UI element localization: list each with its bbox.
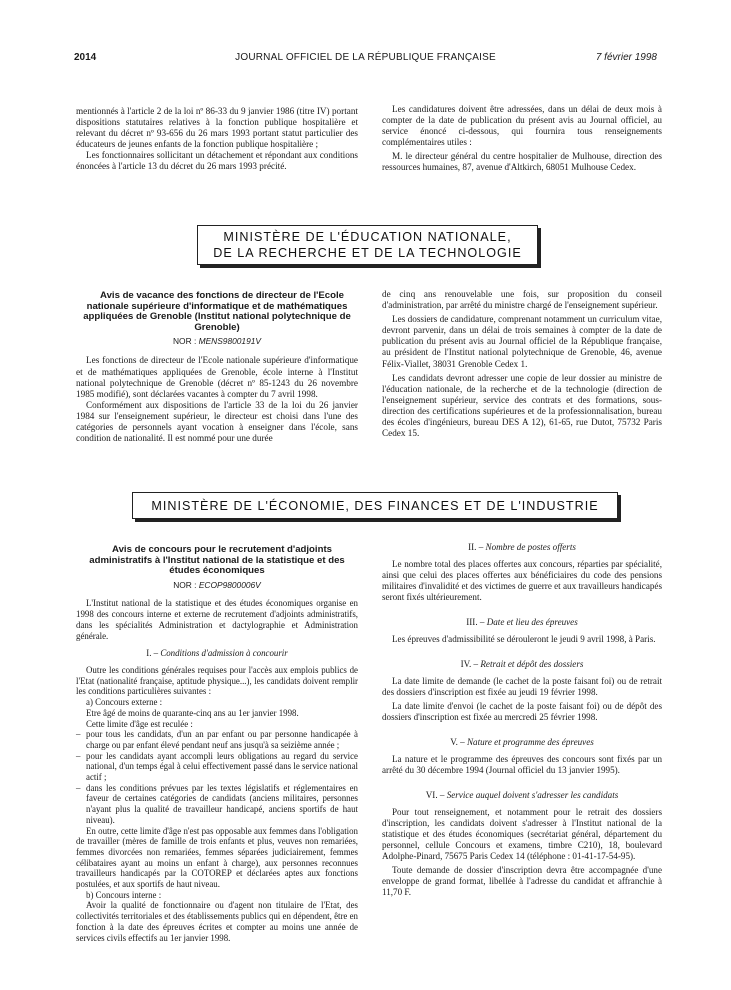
notice-vacancy-left (76, 291, 358, 444)
paragraph: En outre, cette limite d'âge n'est pas opposable aux femmes dans l'obligation de travailler (mères de famille de trois enfants et plus, veuves non remariées, femmes divorcées non remariées, femmes séparées judiciairement, femmes célibataires ayant au moins un enfant à charge), aux personnes reconnues travailleurs handicapés par la COTOREP et déclarées aptes aux fonctions postulées, et aux sportifs de haut niveau. (76, 825, 358, 890)
section-heading: V. – Nature et programme des épreuves (450, 737, 594, 747)
notice-concours-right (382, 542, 662, 898)
paragraph: L'Institut national de la statistique et des études économiques organise en 1998 des concours interne et externe de recrutement d'adjoints administratifs, dans les spécialités Administration et dactylographie et Administration générale. (76, 598, 358, 641)
ministry-line: MINISTÈRE DE L'ÉCONOMIE, DES FINANCES ET DE L'INDUSTRIE (151, 498, 599, 513)
section-heading: VI. – Service auquel doivent s'adresser les candidats (425, 790, 619, 800)
notice-vacancy-right (382, 289, 662, 439)
ministry-heading-education (197, 225, 538, 265)
paragraph: Les fonctions de directeur de l'Ecole nationale supérieure d'informatique et de mathématiques appliquées de Grenoble, école interne à l'Institut national polytechnique de Grenoble (décret nº 85-1243 du 26 novembre 1985 modifié), sont déclarées vacantes à compter du 7 avril 1998. (76, 355, 358, 399)
paragraph: Les dossiers de candidature, comprenant notamment un curriculum vitae, devront parvenir, dans un délai de trois semaines à compter de la date de publication du présent avis au Journal officiel de la République française, au président de l'Institut national polytechnique de Grenoble, 46, avenue Félix-Viallet, 38031 Grenoble Cedex 1. (382, 314, 662, 369)
nor-label: NOR : (173, 336, 197, 347)
section-heading: III. – Date et lieu des épreuves (466, 617, 578, 627)
section-heading: IV. – Retrait et dépôt des dossiers (460, 659, 584, 669)
ministry-heading-economy (132, 492, 618, 519)
paragraph: Les candidatures doivent être adressées, dans un délai de deux mois à compter de la date de publication du présent avis au Journal officiel, au service énoncé ci-dessous, qui fournira tous renseignements complémentaires utiles : (382, 104, 662, 148)
nor-code: MENS9800191V (198, 336, 261, 347)
notice-title: Avis de concours pour le recrutement d'adjoints administratifs à l'Institut national de la statistique et des études économiques (89, 544, 345, 577)
list-item: – pour tous les candidats, d'un an par enfant ou par personne handicapée à charge ou par enfant élevé pendant neuf ans jusqu'à sa seizième année ; (76, 729, 358, 750)
paragraph: Les candidats devront adresser une copie de leur dossier au ministre de l'éducation nationale, de la recherche et de la technologie (direction de l'enseignement supérieur, service des contrats et des formations, sous-direction des certifications supérieures et de la professionnalisation, bureau des écoles d'ingénieurs, bureau DES A 12), 61-65, rue Dutot, 75732 Paris Cedex 15. (382, 372, 662, 439)
ministry-line: MINISTÈRE DE L'ÉDUCATION NATIONALE, (223, 230, 512, 244)
top-left-column (76, 106, 358, 173)
list-item: – pour les candidats ayant accompli leurs obligations au regard du service national, d'un temps égal à celui effectivement passé dans le service national actif ; (76, 751, 358, 783)
paragraph: Pour tout renseignement, et notamment pour le retrait des dossiers d'inscription, les candidats doivent s'adresser à l'Institut national de la statistique et des études économiques (secrétariat général, département du personnel, cellule Concours et examens, timbre C210), 18, boulevard Adolphe-Pinard, 75675 Paris Cedex 14 (téléphone : 01-41-17-54-95). (382, 807, 662, 861)
issue-date: 7 février 1998 (595, 52, 657, 63)
paragraph: Cette limite d'âge est reculée : (86, 718, 193, 729)
paragraph: La nature et le programme des épreuves des concours sont fixés par un arrêté du 30 décembre 1994 (Journal officiel du 13 janvier 1995). (382, 754, 662, 775)
notice-title: Avis de vacance des fonctions de directeur de l'Ecole nationale supérieure d'informatique et de mathématiques appliquées de Grenoble (Institut national polytechnique de Grenoble) (83, 290, 351, 333)
section-heading: II. – Nombre de postes offerts (468, 542, 576, 552)
subheading: a) Concours externe : (86, 697, 163, 708)
paragraph: Toute demande de dossier d'inscription devra être accompagnée d'une enveloppe de grand format, libellée à l'adresse du candidat et affranchie à 11,70 F. (382, 865, 662, 897)
nor-reference (76, 580, 358, 591)
paragraph: Les épreuves d'admissibilité se dérouleront le jeudi 9 avril 1998, à Paris. (392, 634, 656, 644)
paragraph: Outre les conditions générales requises pour l'accès aux emplois publics de l'Etat (nationalité française, aptitude physique...), les candidats doivent remplir les conditions particulières suivantes : (76, 665, 358, 697)
subheading: b) Concours interne : (86, 889, 162, 900)
paragraph: Le nombre total des places offertes aux concours, réparties par spécialité, ainsi que celui des places offertes aux bénéficiaires du code des pensions militaires d'invalidité et des victimes de guerre et aux travailleurs handicapés seront fixés ultérieurement. (382, 559, 662, 602)
list-item: – dans les conditions prévues par les textes législatifs et réglementaires en faveur de certaines catégories de candidats (anciens militaires, personnes n'ayant plus la qualité de travailleur handicapé, anciens sportifs de haut niveau). (76, 783, 358, 826)
paragraph: de cinq ans renouvelable une fois, sur proposition du conseil d'administration, par arrêté du ministre chargé de l'enseignement supérieur. (382, 289, 662, 311)
paragraph: mentionnés à l'article 2 de la loi nº 86-33 du 9 janvier 1986 (titre IV) portant dispositions statutaires relatives à la fonction publique hospitalière et relevant du décret nº 93-656 du 26 mars 1993 portant statut particulier des éducateurs de jeunes enfants de la fonction publique hospitalière ; (76, 106, 358, 150)
section-heading: I. – Conditions d'admission à concourir (146, 648, 288, 659)
nor-reference (76, 336, 358, 347)
paragraph: Conformément aux dispositions de l'article 33 de la loi du 26 janvier 1984 sur l'enseignement supérieur, le directeur est choisi dans l'une des catégories de personnels ayant vocation à enseigner dans l'école, sans condition de nationalité. Il est nommé pour une durée (76, 399, 358, 444)
journal-title: JOURNAL OFFICIEL DE LA RÉPUBLIQUE FRANÇAISE (235, 52, 496, 63)
page-header (74, 52, 657, 66)
page-number: 2014 (74, 52, 97, 63)
nor-label: NOR : (173, 579, 197, 590)
notice-concours-left (76, 545, 358, 943)
ministry-line: DE LA RECHERCHE ET DE LA TECHNOLOGIE (213, 246, 522, 260)
paragraph: M. le directeur général du centre hospitalier de Mulhouse, direction des ressources humaines, 87, avenue d'Altkirch, 68051 Mulhouse Cedex. (382, 151, 662, 173)
nor-code: ECOP9800006V (198, 579, 261, 590)
paragraph: Etre âgé de moins de quarante-cinq ans au 1er janvier 1998. (86, 707, 299, 718)
paragraph: La date limite de demande (le cachet de la poste faisant foi) ou de retrait des dossiers d'inscription est fixée au jeudi 19 février 1998. (382, 676, 662, 697)
paragraph: La date limite d'envoi (le cachet de la poste faisant foi) ou de dépôt des dossiers d'inscription est fixée au mercredi 25 février 1998. (382, 701, 662, 722)
paragraph: Les fonctionnaires sollicitant un détachement et répondant aux conditions énoncées à l'article 13 du décret du 26 mars 1993 précité. (76, 150, 358, 172)
paragraph: Avoir la qualité de fonctionnaire ou d'agent non titulaire de l'Etat, des collectivités territoriales et des établissements publics qui en dépendent, être en fonction à la date des épreuves écrites et compter au moins une année de services civils effectifs au 1er janvier 1998. (76, 900, 358, 943)
top-right-column (382, 104, 662, 174)
